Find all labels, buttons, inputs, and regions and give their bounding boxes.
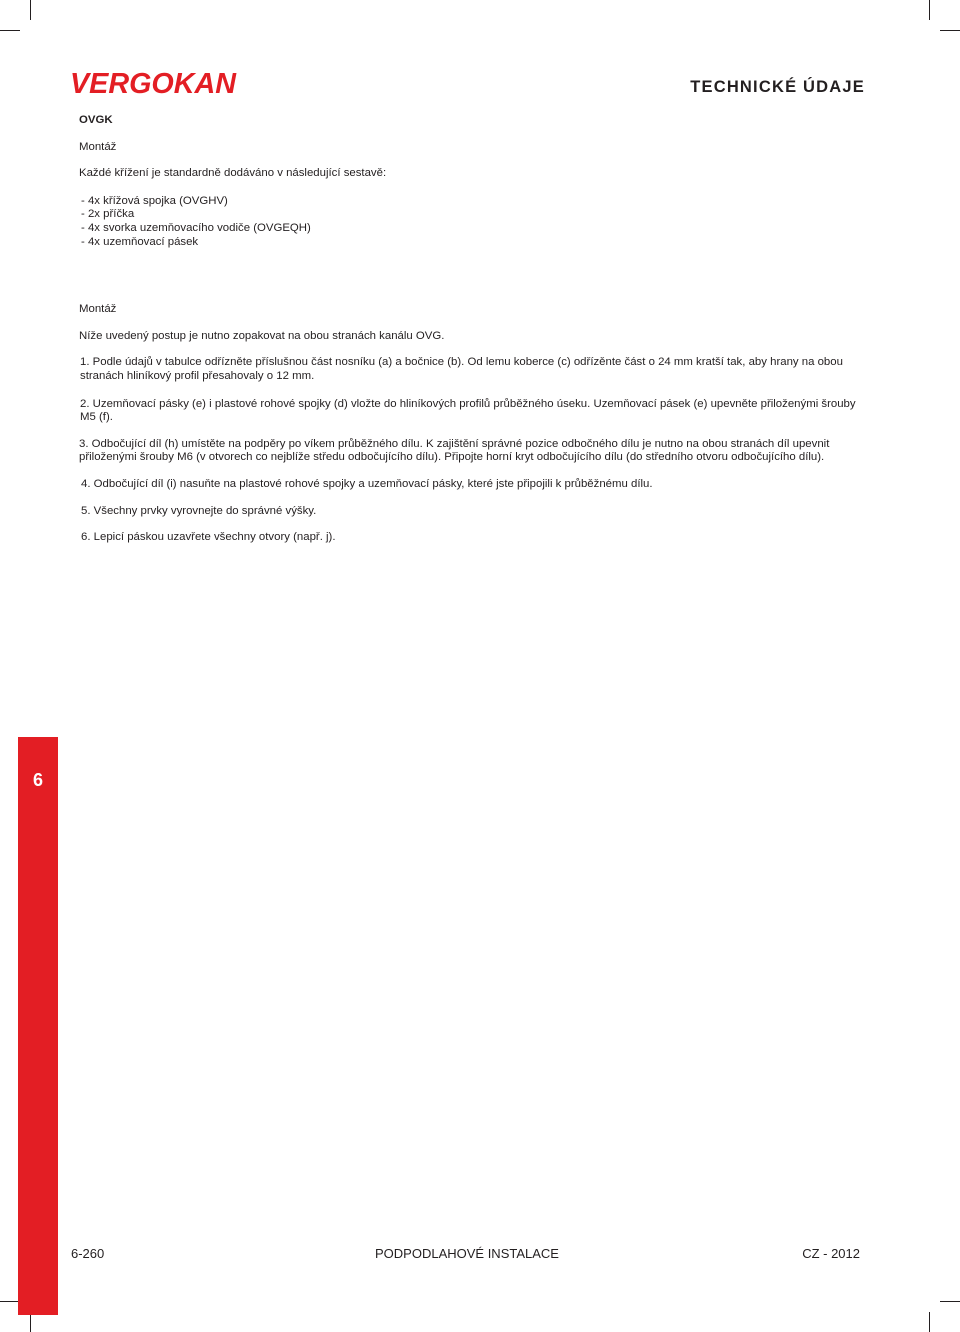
assembly-step: 2. Uzemňovací pásky (e) i plastové rohové spojky (d) vložte do hliníkových profilů průběžného úseku. Uzemňovací pásek (e) upevněte přiloženými šrouby M5 (f). <box>80 397 856 424</box>
kit-intro: Každé křížení je standardně dodáváno v následující sestavě: <box>79 167 387 180</box>
product-subtitle: Montáž <box>79 140 117 153</box>
assembly-step: 6. Lepicí páskou uzavřete všechny otvory (např. j). <box>81 531 336 544</box>
footer-edition: CZ - 2012 <box>802 1246 860 1261</box>
page-number: 6-260 <box>71 1246 105 1261</box>
product-code: OVGK <box>79 114 113 126</box>
crop-mark <box>940 30 960 31</box>
list-item: - 4x svorka uzemňovacího vodiče (OVGEQH) <box>81 221 311 234</box>
list-item: - 2x příčka <box>81 208 135 221</box>
logo-text: VERGOKAN <box>70 68 237 96</box>
crop-mark <box>929 0 930 20</box>
crop-mark <box>30 1312 31 1332</box>
assembly-intro: Níže uvedený postup je nutno zopakovat na obou stranách kanálu OVG. <box>79 329 445 342</box>
assembly-step: 4. Odbočující díl (i) nasuňte na plastové rohové spojky a uzemňovací pásky, které jste připojili k průběžnému dílu. <box>81 477 653 490</box>
section-title: TECHNICKÉ ÚDAJE <box>690 78 865 96</box>
kit-list <box>79 195 859 249</box>
main-content <box>79 114 859 545</box>
chapter-tab <box>18 737 58 1315</box>
crop-mark <box>929 1312 930 1332</box>
crop-mark <box>940 1301 960 1302</box>
crop-mark <box>0 1301 20 1302</box>
assembly-step: 5. Všechny prvky vyrovnejte do správné výšky. <box>81 504 317 517</box>
list-item: - 4x uzemňovací pásek <box>81 235 199 248</box>
vergokan-logo <box>70 68 237 96</box>
assembly-title: Montáž <box>79 303 117 316</box>
assembly-step: 3. Odbočující díl (h) umístěte na podpěry po víkem průběžného dílu. K zajištění správné pozice odbočného dílu je nutno na obou stranách díl upevnit přiloženými šrouby M6 (v otvorech co nejblíže středu odbočujícího dílu). Připojte horní kryt odbočujícího dílu (do středního otvoru odbočujícího dílu). <box>79 437 830 464</box>
assembly-step: 1. Podle údajů v tabulce odřízněte příslušnou část nosníku (a) a bočnice (b). Od lemu koberce (c) odřízěnte část o 24 mm kratší tak, aby hrany na obou stranách hliníkový profil přesahovaly o 12 mm. <box>80 356 843 382</box>
footer-section: PODPODLAHOVÉ INSTALACE <box>375 1246 559 1261</box>
chapter-number: 6 <box>32 770 43 790</box>
crop-mark <box>0 30 20 31</box>
list-item: - 4x křížová spojka (OVGHV) <box>81 194 228 207</box>
crop-mark <box>30 0 31 20</box>
